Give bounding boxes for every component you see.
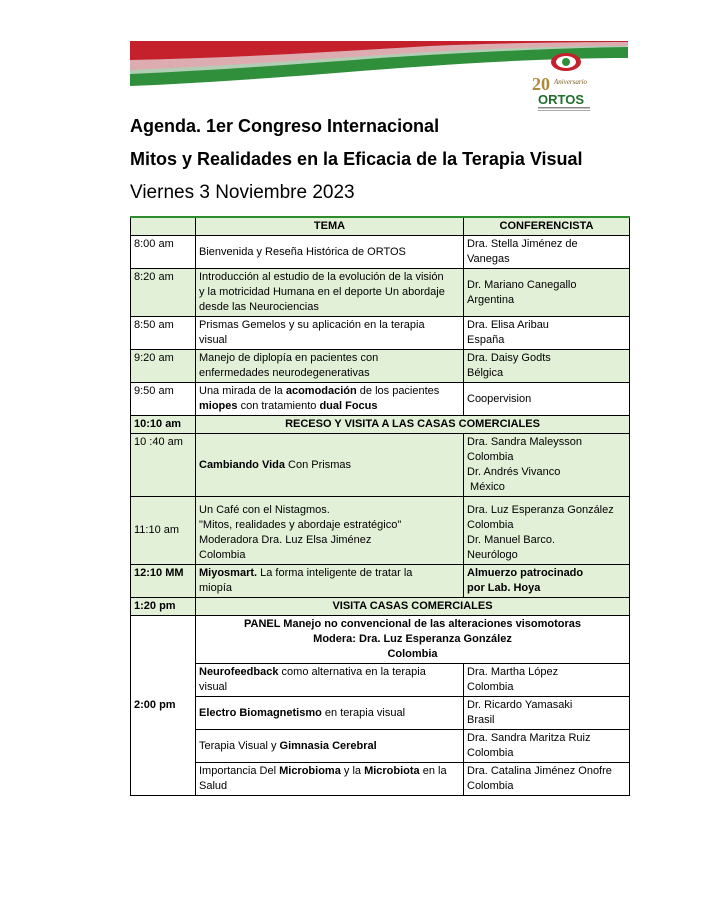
ortos-logo	[528, 50, 604, 114]
header-time	[131, 217, 196, 236]
table-row	[131, 317, 630, 350]
row-speaker: Dr. Ricardo Yamasaki Brasil	[464, 697, 630, 730]
row-topic: Un Café con el Nistagmos. "Mitos, realidades y abordaje estratégico" Moderadora Dra. Luz Elsa Jiménez Colombia	[196, 497, 464, 565]
row-topic: Importancia Del Microbioma y la Microbiota en la Salud	[196, 763, 464, 796]
table-row	[131, 565, 630, 598]
page-subtitle: Mitos y Realidades en la Eficacia de la Terapia Visual	[130, 149, 583, 169]
panel-header-row	[131, 616, 630, 664]
table-row	[131, 730, 630, 763]
anniversary-number: 20	[532, 74, 550, 94]
break-label: RECESO Y VISITA A LAS CASAS COMERCIALES	[196, 416, 630, 434]
row-topic: Introducción al estudio de la evolución de la visión y la motricidad Humana en el deporte Un abordaje desde las Neurociencias	[196, 269, 464, 317]
row-topic: Electro Biomagnetismo en terapia visual	[196, 697, 464, 730]
row-time: 9:20 am	[131, 350, 196, 383]
row-time: 1:20 pm	[131, 598, 196, 616]
row-speaker: Dra. Stella Jiménez de Vanegas	[464, 236, 630, 269]
header-tema: TEMA	[196, 217, 464, 236]
table-row	[131, 763, 630, 796]
table-row	[131, 434, 630, 497]
row-topic: Bienvenida y Reseña Histórica de ORTOS	[196, 236, 464, 269]
row-time: 11:10 am	[131, 497, 196, 565]
table-row-break	[131, 416, 630, 434]
row-time: 9:50 am	[131, 383, 196, 416]
row-topic: Prismas Gemelos y su aplicación en la terapia visual	[196, 317, 464, 350]
row-time: 8:50 am	[131, 317, 196, 350]
anniversary-word: Aniversario	[554, 78, 588, 86]
row-time: 8:20 am	[131, 269, 196, 317]
row-speaker: Dra. Luz Esperanza González Colombia Dr. Manuel Barco. Neurólogo	[464, 497, 630, 565]
table-row	[131, 350, 630, 383]
row-topic: Neurofeedback como alternativa en la terapia visual	[196, 664, 464, 697]
row-speaker: Dra. Sandra Maleysson Colombia Dr. Andrés Vivanco México	[464, 434, 630, 497]
agenda-table	[130, 216, 630, 796]
table-row	[131, 664, 630, 697]
table-row	[131, 697, 630, 730]
row-speaker: Dra. Catalina Jiménez Onofre Colombia	[464, 763, 630, 796]
row-topic: Terapia Visual y Gimnasia Cerebral	[196, 730, 464, 763]
row-speaker: Dra. Sandra Maritza Ruiz Colombia	[464, 730, 630, 763]
row-time: 12:10 MM	[131, 565, 196, 598]
row-topic: Una mirada de la acomodación de los pacientes miopes con tratamiento dual Focus	[196, 383, 464, 416]
break-label: VISITA CASAS COMERCIALES	[196, 598, 630, 616]
row-time: 10 :40 am	[131, 434, 196, 497]
row-time: 10:10 am	[131, 416, 196, 434]
panel-title: PANEL Manejo no convencional de las alteraciones visomotoras Modera: Dra. Luz Esperanza González Colombia	[196, 616, 630, 664]
page-title: Agenda. 1er Congreso Internacional	[130, 116, 440, 136]
row-speaker: Dra. Martha López Colombia	[464, 664, 630, 697]
row-topic: Cambiando Vida Con Prismas	[196, 434, 464, 497]
row-speaker: Dr. Mariano Canegallo Argentina	[464, 269, 630, 317]
table-row	[131, 236, 630, 269]
table-row	[131, 497, 630, 565]
brand-name: ORTOS	[538, 92, 584, 107]
table-header	[131, 217, 630, 236]
table-row	[131, 383, 630, 416]
row-speaker: Dra. Elisa Aribau España	[464, 317, 630, 350]
row-topic: Miyosmart. La forma inteligente de tratar la miopía	[196, 565, 464, 598]
header-conferencista: CONFERENCISTA	[464, 217, 630, 236]
row-time: 8:00 am	[131, 236, 196, 269]
panel-time: 2:00 pm	[131, 616, 196, 796]
row-speaker: Dra. Daisy Godts Bélgica	[464, 350, 630, 383]
event-date: Viernes 3 Noviembre 2023	[130, 182, 355, 203]
table-row-break	[131, 598, 630, 616]
row-topic: Manejo de diplopía en pacientes con enfermedades neurodegenerativas	[196, 350, 464, 383]
table-row	[131, 269, 630, 317]
row-speaker: Almuerzo patrocinado por Lab. Hoya	[464, 565, 630, 598]
row-speaker: Coopervision	[464, 383, 630, 416]
